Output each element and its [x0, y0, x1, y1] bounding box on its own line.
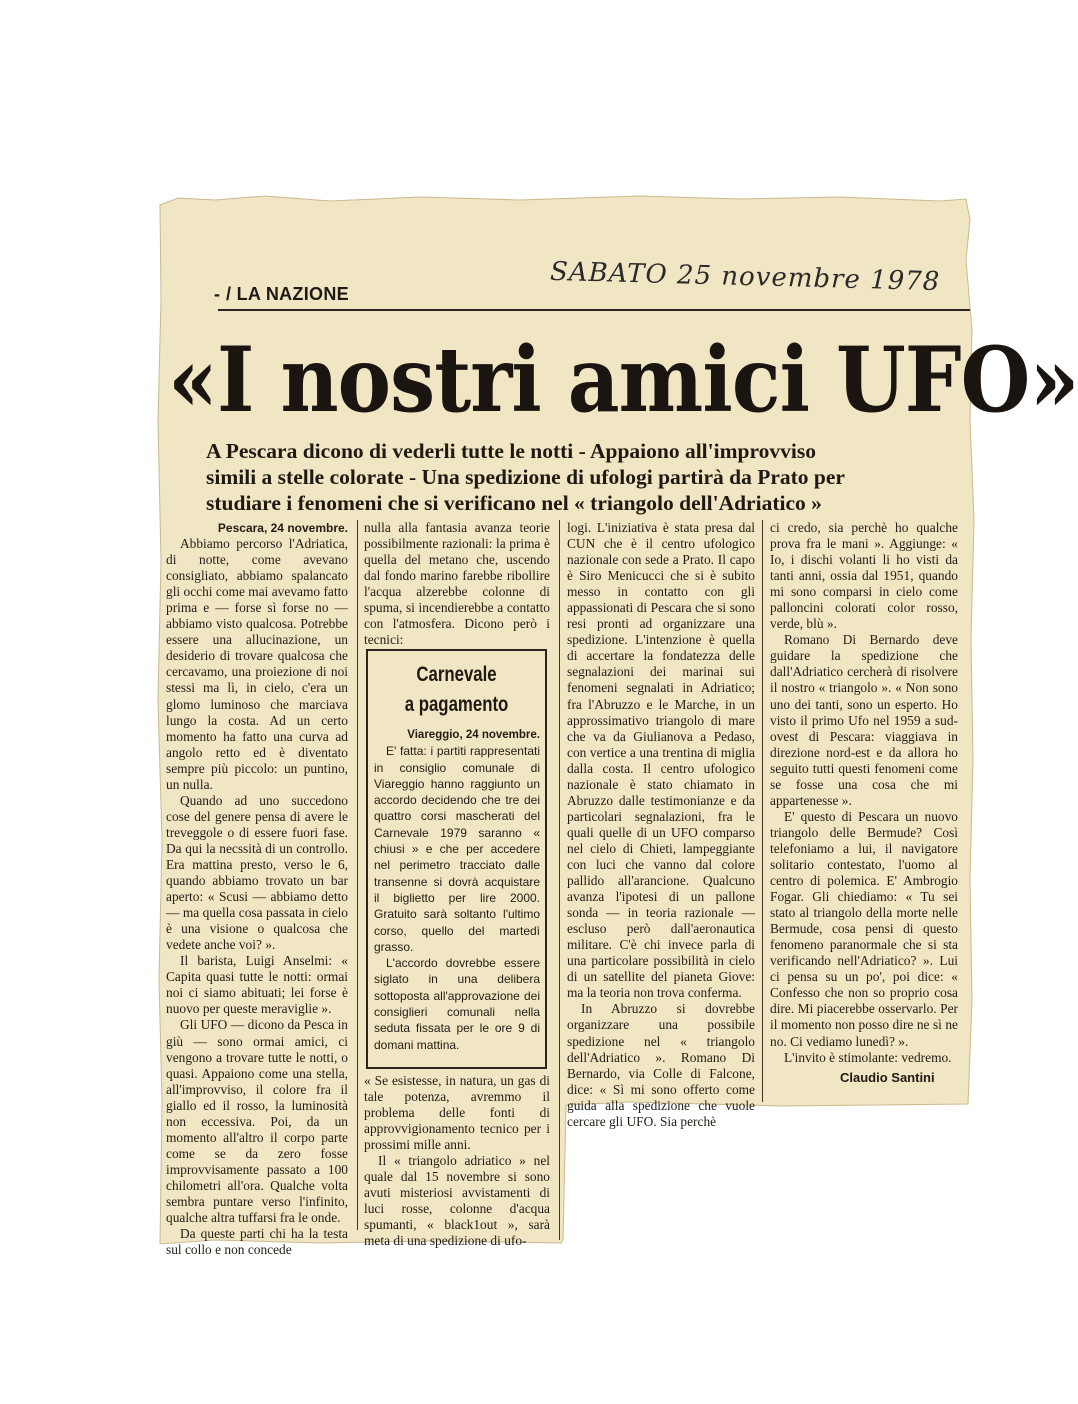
- column-rule: [559, 520, 560, 1240]
- paragraph: Gli UFO — dicono da Pesca in giù — sono ormai amici, ci vengono a trovare tutte le notti, o quasi. Appaiono come una stella, all'improvviso, il colore fra il giallo ed il rosso, la luminosità non eccessiva. Poi, da un momento all'altro il corpo parte come se da zero fosse improvvisamente passato a 100 chilometri all'ora. Qualche volta sembra puntare verso l'infinito, qualche altra tuffarsi fra le onde.: [166, 1017, 348, 1226]
- paragraph: Romano Di Bernardo deve guidare la spedizione che dall'Adriatico cercherà di risolvere il nostro « triangolo ». « Non sono uno dei tanti, sono un esperto. Ho visto il primo Ufo nel 1959 a sud-ovest di Pescara: viaggiava in direzione nord-est e da allora ho seguito tutti questi fenomeni come se fosse una cosa che mi appartenesse ».: [770, 632, 958, 808]
- column-rule: [357, 520, 358, 1230]
- subheadline-line: A Pescara dicono di vederli tutte le notti - Appaiono all'improvviso: [206, 439, 816, 463]
- paragraph: nulla alla fantasia avanza teorie possibilmente razionali: la prima è quella del metano che, uscendo dal fondo marino farebbe ribollire l'acqua alzerebbe colonne di spuma, si incendierebbe a contatto con l'atmosfera. Dicono però i tecnici:: [364, 520, 550, 648]
- subheadline-line: studiare i fenomeni che si verificano nel « triangolo dell'Adriatico »: [206, 491, 822, 515]
- paragraph: Quando ad uno succedono cose del genere pensa di avere le treveggole o di essere fuori fase. Da qui la necssità di un controllo. Era mattina presto, verso le 6, quando abbiamo trovato un bar aperto: « Scusi — abbiamo detto — ma quella cosa passata in cielo è una visione o qualcosa che vedete anche voi? ».: [166, 792, 348, 953]
- article-column-3: [567, 520, 755, 1129]
- byline: Claudio Santini: [840, 1070, 935, 1085]
- article-column-1: [166, 520, 348, 1258]
- article-column-4: [770, 520, 958, 1065]
- paragraph: Da queste parti chi ha la testa sul collo e non concede: [166, 1226, 348, 1258]
- column-rule: [762, 520, 763, 1102]
- paragraph: ci credo, sia perchè ho qualche prova fra le mani ». Aggiunge: « Io, i dischi volanti li ho visti da tanti anni, ossia dal 1951, quando mi sono comparsi in cielo come palloncini colorati color rosso, verde, blù ».: [770, 520, 958, 632]
- subheadline-line: simili a stelle colorate - Una spedizione di ufologi partirà da Prato per: [206, 465, 845, 489]
- paragraph: Il « triangolo adriatico » nel quale dal 15 novembre si sono avuti misteriosi avvistamenti di luci rosse, colonne d'acqua spumanti, « black1out », sarà meta di una spedizione di ufo-: [364, 1153, 550, 1249]
- headline: «I nostri amici UFO»: [168, 326, 1078, 433]
- paragraph: Abbiamo percorso l'Adriatica, di notte, come avevano consigliato, abbiamo spalancato gli occhi come mai avevamo fatto prima e — forse sì forse no — abbiamo visto qualcosa. Potrebbe essere una allucinazione, un desiderio di trovare qualcosa che cercavamo, una proiezione di noi stessi ma lì, in cielo, c'era un glomo luminoso che marciava lungo la costa. Ad un certo momento ha fatto una curva ad angolo retto ed è diventato sempre più piccolo: un puntino, un nulla.: [166, 536, 348, 792]
- sidebar-paragraph: E' fatta: i partiti rappresentati in consiglio comunale di Viareggio hanno raggiunto un accordo decidendo che tre dei quattro corsi mascherati del Carnevale 1979 saranno « chiusi » e che per accedere nel perimetro tracciato dalle transenne si dovrà acquistare il biglietto per lire 2000. Gratuito sarà soltanto l'ultimo corso, quello del martedì grasso.: [374, 744, 540, 954]
- article-column-2-bottom: [364, 1073, 550, 1249]
- paragraph: L'invito è stimolante: vedremo.: [784, 1049, 952, 1065]
- sidebar-title: [384, 660, 529, 720]
- sidebar-title-line: Carnevale: [416, 663, 497, 686]
- paragraph: logi. L'iniziativa è stata presa dal CUN che è il centro ufologico nazionale con sede a Prato. Il capo è Siro Menicucci che si è subito messo in contatto con gli appassionati di Pescara che si sono resi pronti ad organizzare una spedizione. L'intenzione è quella di accertare la fondatezza delle segnalazioni dei marinai sui fenomeni segnalati in Adriatico; fra l'Abruzzo e le Marche, in un approssimativo triangolo di mare che va da Giulianova a Pedaso, con vertice a una trentina di miglia dalla costa. Il centro ufologico nazionale è stato chiamato in Abruzzo dalle testimonianze e da particolari segnalazioni, fra le quali quelle di un UFO comparso nel cielo di Chieti, lampeggiante con luci che vanno dal colore pallido all'arancione. Qualcuno avanza l'ipotesi di un pallone sonda — in teoria razionale — escluso però dall'aeronautica militare. C'è chi invece parla di una particolare possibilità in cielo di un satellite del pianeta Giove: ma la teoria non trova conferma.: [567, 520, 755, 1001]
- subheadline: [206, 438, 966, 516]
- newspaper-name: / LA NAZIONE: [226, 284, 349, 304]
- sidebar-title-line: a pagamento: [404, 693, 509, 716]
- handwritten-date: SABATO 25 novembre 1978: [549, 256, 941, 298]
- header-rule: [218, 309, 970, 311]
- sidebar-dateline: Viareggio, 24 novembre.: [407, 729, 540, 741]
- paragraph: « Se esistesse, in natura, un gas di tale potenza, avremmo il problema delle fonti di approvvigionamento tecnico per i prossimi mille anni.: [364, 1073, 550, 1153]
- paragraph: E' questo di Pescara un nuovo triangolo delle Bermude? Così telefoniamo a lui, il navigatore solitario contestato, l'uomo al centro di polemica. E' Ambrogio Fogar. Gli chiediamo: « Tu sei stato al triangolo della morte nelle Bermude, cosa pensi di questo fenomeno paranormale che si sta verificando nell'Adriatico? ». Lui ci pensa su un po', poi dice: « Confesso che non so proprio cosa dire. Mi piacerebbe osservarlo. Per il momento non posso dire ne sì ne no. Ci vediamo lunedì? ».: [770, 808, 958, 1049]
- article-column-2-top: [364, 520, 550, 648]
- paragraph: Il barista, Luigi Anselmi: « Capita quasi tutte le notti: ormai noi ci siamo abituati; lei forse è nuovo per queste meraviglie ».: [166, 953, 348, 1017]
- sidebar-body: [374, 727, 540, 1053]
- source-dash: -: [214, 284, 220, 304]
- dateline: Pescara, 24 novembre.: [217, 521, 348, 535]
- sidebar-paragraph: L'accordo dovrebbe essere siglato in una delibera sottoposta all'approvazione dei consiglieri comunali nella seduta fissata per le ore 9 di domani mattina.: [374, 956, 540, 1052]
- paragraph: In Abruzzo si dovrebbe organizzare una possibile spedizione nel « triangolo dell'Adriatico ». Romano Di Bernardo, via Colle di Falcone, dice: « Sì mi sono offerto come guida alla spedizione che vuole cercare gli UFO. Sia perchè: [567, 1001, 755, 1129]
